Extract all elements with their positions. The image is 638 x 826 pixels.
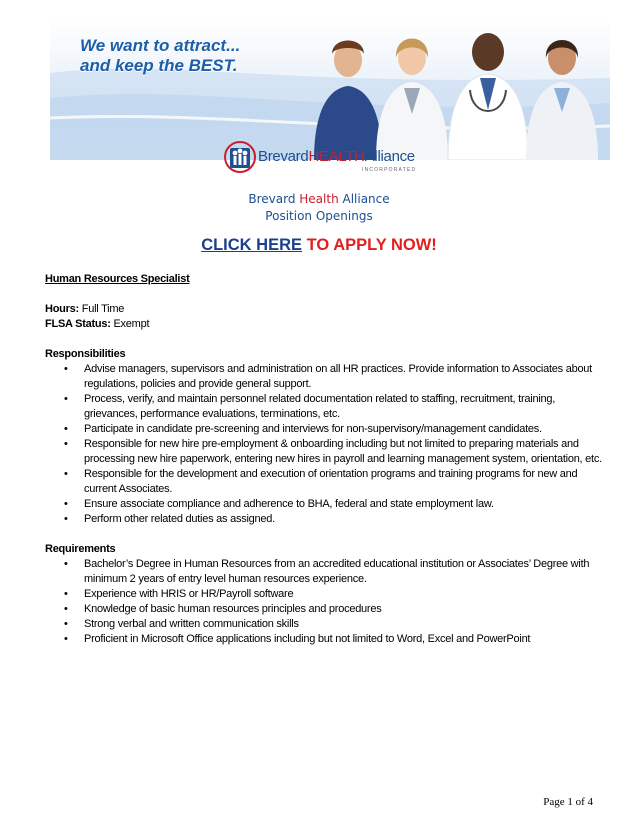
list-item: • Knowledge of basic human resources principles and procedures [45, 602, 605, 617]
page-number: Page 1 of 4 [543, 796, 593, 808]
banner-headline [80, 36, 240, 76]
list-item: • Responsible for the development and execution of orientation programs and training programs for new and current Associates. [45, 467, 605, 497]
list-item: • Participate in candidate pre-screening and interviews for non-supervisory/management candidates. [45, 422, 605, 437]
list-item: • Advise managers, supervisors and administration on all HR practices. Provide information to Associates about regulations, policies and provide general support. [45, 362, 605, 392]
logo-health-text: HEALTH [308, 148, 365, 165]
banner-headline-line1: We want to attract... [80, 36, 241, 55]
responsibilities-heading: Responsibilities [45, 348, 126, 360]
org-name-alliance: Alliance [338, 192, 390, 206]
list-item: • Strong verbal and written communication skills [45, 617, 605, 632]
list-item: • Ensure associate compliance and adherence to BHA, federal and state employment law. [45, 497, 605, 512]
hours-label: Hours: [45, 303, 79, 315]
list-item: • Proficient in Microsoft Office applications including but not limited to Word, Excel and PowerPoint [45, 632, 605, 647]
flsa-value: Exempt [110, 318, 150, 330]
logo-brevard-text: Brevard [258, 148, 309, 165]
flsa-status-line [45, 317, 605, 332]
apply-call-to-action [0, 236, 638, 255]
responsibilities-list [45, 362, 605, 527]
hours-value: Full Time [78, 303, 125, 315]
click-here-link[interactable]: CLICK HERE [201, 236, 303, 254]
flsa-label: FLSA Status: [45, 318, 111, 330]
apply-now-text: TO APPLY NOW! [302, 236, 437, 254]
organization-name [0, 192, 638, 206]
banner-headline-line2: and keep the BEST. [80, 56, 238, 75]
job-title: Human Resources Specialist [45, 273, 190, 285]
requirements-heading: Requirements [45, 543, 116, 555]
brevard-health-alliance-logo [224, 138, 424, 178]
list-item: • Process, verify, and maintain personnel related documentation related to staffing, recruitment, training, grievances, performance evaluations, terminations, etc. [45, 392, 605, 422]
position-openings-subtitle: Position Openings [265, 209, 373, 223]
list-item: • Perform other related duties as assigned. [45, 512, 605, 527]
logo-wordmark [258, 148, 415, 165]
list-item: • Responsible for new hire pre-employment & onboarding including but not limited to preparing materials and processing new hire paperwork, entering new hires in payroll and learning management system, orientation, etc. [45, 437, 605, 467]
org-name-brevard: Brevard [248, 192, 300, 206]
hours-line [45, 302, 605, 317]
org-name-health: Health [299, 192, 339, 206]
logo-incorporated-text: INCORPORATED [362, 167, 417, 173]
logo-emblem-icon [224, 138, 256, 176]
requirements-list [45, 557, 605, 647]
job-posting-body [45, 272, 605, 647]
logo-alliance-text: Alliance [364, 148, 415, 165]
list-item: • Bachelor’s Degree in Human Resources from an accredited educational institution or Associates’ Degree with minimum 2 years of entry level human resources experience. [45, 557, 605, 587]
list-item: • Experience with HRIS or HR/Payroll software [45, 587, 605, 602]
